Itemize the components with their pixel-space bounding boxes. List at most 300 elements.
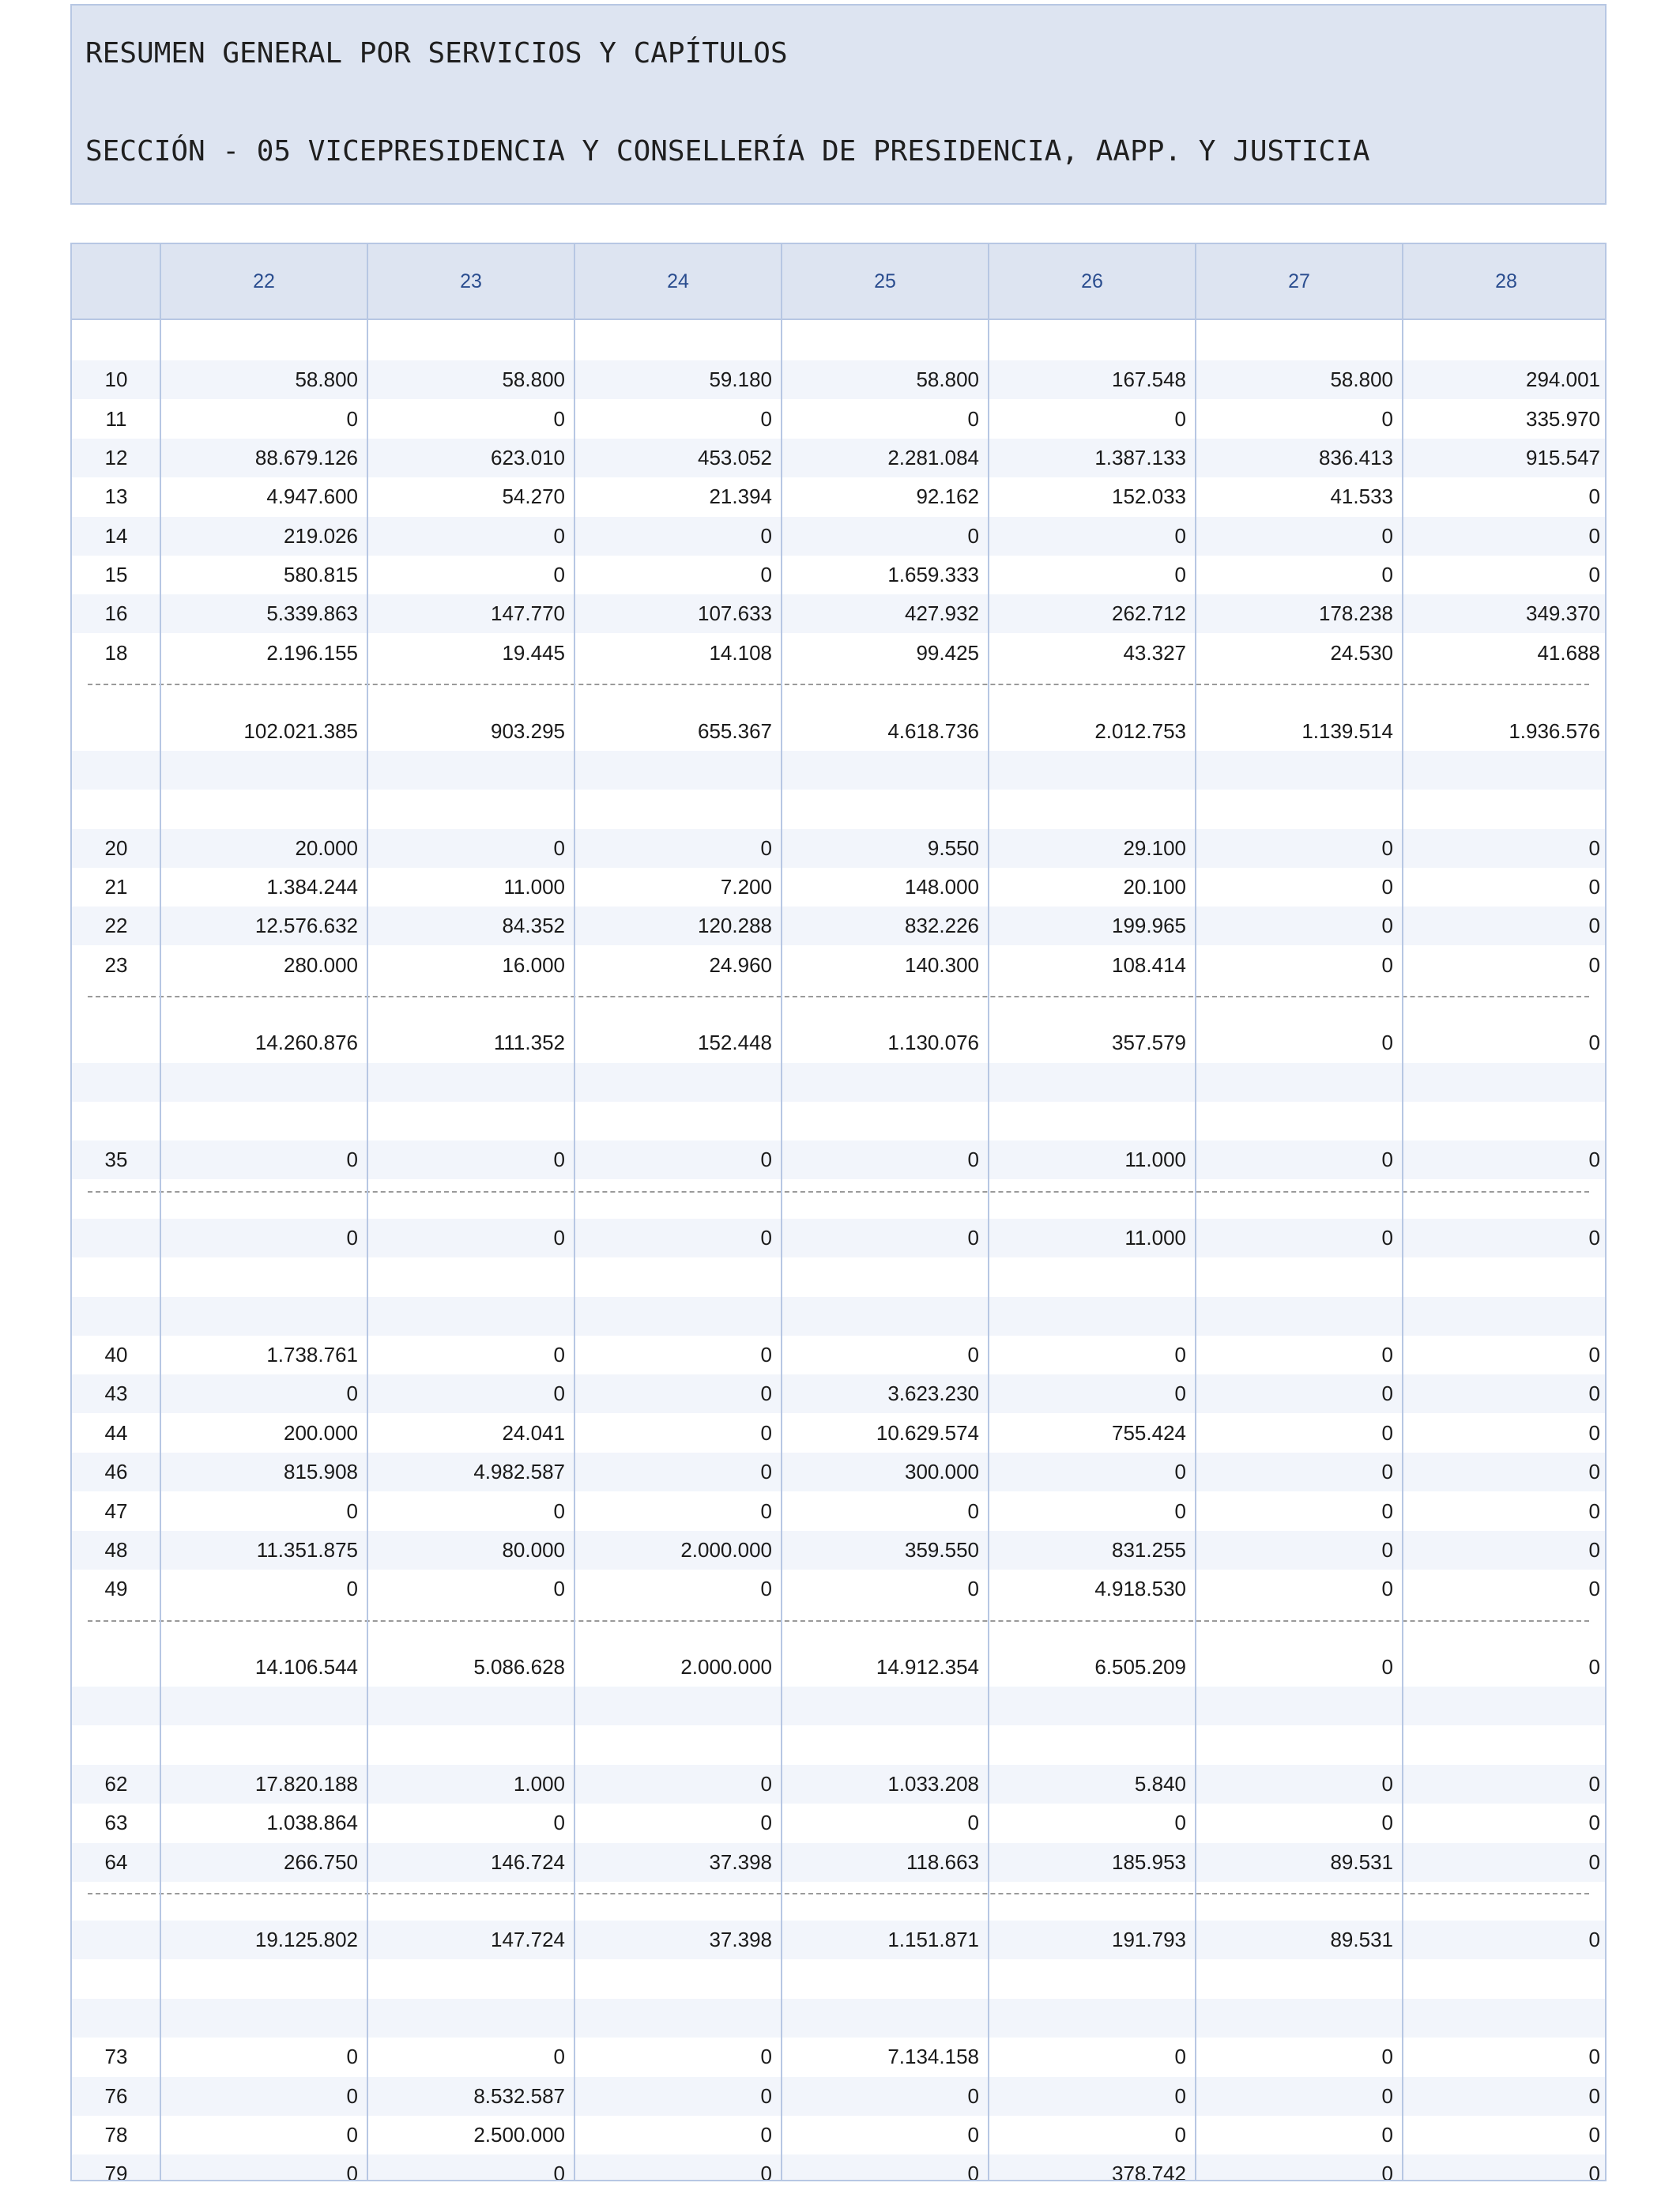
- cell-value: 0: [760, 2045, 772, 2068]
- cell-value: 0: [1381, 2123, 1393, 2147]
- cell-value: 0: [760, 1577, 772, 1600]
- subtotal-value: 0: [1588, 1226, 1600, 1250]
- row-code: 16: [104, 601, 128, 625]
- cell-value: 0: [346, 1577, 358, 1600]
- column-header: 22: [253, 270, 275, 292]
- subtotal-separator: [88, 1893, 1589, 1894]
- cell-value: 0: [1588, 1421, 1600, 1445]
- column-divider: [160, 244, 161, 2180]
- cell-value: 0: [1381, 563, 1393, 586]
- row-code: 48: [104, 1538, 128, 1562]
- cell-value: 0: [1381, 407, 1393, 431]
- cell-value: 0: [1588, 953, 1600, 977]
- cell-value: 0: [1381, 1811, 1393, 1834]
- cell-value: 219.026: [284, 524, 358, 548]
- cell-value: 2.281.084: [887, 446, 979, 469]
- cell-value: 0: [1381, 1343, 1393, 1367]
- subtotal-value: 102.021.385: [243, 719, 358, 743]
- cell-value: 0: [1381, 836, 1393, 860]
- column-header: 24: [667, 270, 689, 292]
- cell-value: 7.134.158: [887, 2045, 979, 2068]
- cell-value: 1.038.864: [266, 1811, 358, 1834]
- row-code: [72, 1023, 160, 1062]
- column-header: 27: [1288, 270, 1310, 292]
- column-divider: [574, 244, 575, 2180]
- table-row: [72, 594, 1605, 633]
- section-title: SECCIÓN - 05 VICEPRESIDENCIA Y CONSELLERÍA DE PRESIDENCIA, AAPP. Y JUSTICIA: [85, 135, 1370, 168]
- cell-value: 185.953: [1112, 1850, 1186, 1874]
- row-code: 63: [104, 1811, 128, 1834]
- subtotal-value: 37.398: [709, 1928, 772, 1951]
- row-code: 73: [104, 2045, 128, 2068]
- subtotal-value: 14.912.354: [876, 1655, 979, 1679]
- cell-value: 0: [1381, 875, 1393, 899]
- cell-value: 108.414: [1112, 953, 1186, 977]
- cell-value: 0: [967, 1343, 979, 1367]
- subtotal-value: 2.012.753: [1094, 719, 1186, 743]
- cell-value: 0: [553, 1343, 565, 1367]
- table-row: [72, 360, 1605, 399]
- cell-value: 21.394: [709, 484, 772, 508]
- cell-value: 0: [553, 524, 565, 548]
- subtotal-separator: [88, 684, 1589, 685]
- column-divider: [1402, 244, 1403, 2180]
- row-code: 64: [104, 1850, 128, 1874]
- row-code: 62: [104, 1772, 128, 1796]
- row-code: 43: [104, 1382, 128, 1405]
- cell-value: 0: [1588, 1382, 1600, 1405]
- spacer-row: [72, 1726, 1605, 1765]
- row-code: [72, 1648, 160, 1687]
- cell-value: 1.000: [513, 1772, 565, 1796]
- cell-value: 0: [967, 1811, 979, 1834]
- row-code: 12: [104, 446, 128, 469]
- subtotal-value: 6.505.209: [1094, 1655, 1186, 1679]
- row-code: [72, 712, 160, 751]
- column-divider: [367, 244, 368, 2180]
- cell-value: 10.629.574: [876, 1421, 979, 1445]
- cell-value: 2.000.000: [680, 1538, 772, 1562]
- cell-value: 0: [967, 2084, 979, 2108]
- cell-value: 0: [553, 1577, 565, 1600]
- cell-value: 88.679.126: [254, 446, 358, 469]
- cell-value: 0: [1381, 2045, 1393, 2068]
- cell-value: 0: [1381, 1382, 1393, 1405]
- cell-value: 2.196.155: [266, 641, 358, 665]
- subtotal-value: 0: [553, 1226, 565, 1250]
- cell-value: 4.947.600: [266, 484, 358, 508]
- cell-value: 378.742: [1112, 2162, 1186, 2181]
- table-row: [72, 907, 1605, 945]
- cell-value: 41.533: [1330, 484, 1393, 508]
- spacer-row: [72, 1297, 1605, 1336]
- row-code: 15: [104, 563, 128, 586]
- cell-value: 300.000: [905, 1460, 979, 1483]
- cell-value: 0: [346, 2045, 358, 2068]
- cell-value: 11.000: [1124, 1148, 1186, 1171]
- cell-value: 0: [760, 1772, 772, 1796]
- cell-value: 0: [967, 1148, 979, 1171]
- cell-value: 0: [967, 2162, 979, 2181]
- cell-value: 0: [760, 1499, 772, 1523]
- cell-value: 0: [1588, 875, 1600, 899]
- spacer-row: [72, 1063, 1605, 1102]
- cell-value: 0: [553, 407, 565, 431]
- cell-value: 152.033: [1112, 484, 1186, 508]
- row-code: 22: [104, 914, 128, 937]
- cell-value: 0: [553, 563, 565, 586]
- cell-value: 623.010: [491, 446, 565, 469]
- column-divider: [1195, 244, 1196, 2180]
- subtotal-row: [72, 1219, 1605, 1257]
- cell-value: 0: [760, 1148, 772, 1171]
- cell-value: 0: [553, 836, 565, 860]
- subtotal-value: 4.618.736: [887, 719, 979, 743]
- cell-value: 99.425: [916, 641, 979, 665]
- cell-value: 1.738.761: [266, 1343, 358, 1367]
- cell-value: 4.918.530: [1094, 1577, 1186, 1600]
- cell-value: 1.387.133: [1094, 446, 1186, 469]
- cell-value: 0: [346, 407, 358, 431]
- cell-value: 0: [1174, 1811, 1186, 1834]
- cell-value: 0: [1174, 1382, 1186, 1405]
- row-code: [72, 1219, 160, 1257]
- table-row: [72, 556, 1605, 594]
- spacer-row: [72, 751, 1605, 790]
- cell-value: 89.531: [1330, 1850, 1393, 1874]
- row-code: 79: [104, 2162, 128, 2181]
- subtotal-value: 5.086.628: [473, 1655, 565, 1679]
- cell-value: 199.965: [1112, 914, 1186, 937]
- column-divider: [781, 244, 782, 2180]
- cell-value: 0: [967, 1499, 979, 1523]
- cell-value: 58.800: [295, 368, 358, 391]
- cell-value: 0: [346, 2162, 358, 2181]
- cell-value: 0: [1381, 1460, 1393, 1483]
- cell-value: 92.162: [916, 484, 979, 508]
- cell-value: 37.398: [709, 1850, 772, 1874]
- subtotal-value: 11.000: [1124, 1226, 1186, 1250]
- cell-value: 0: [1174, 407, 1186, 431]
- row-code: 76: [104, 2084, 128, 2108]
- column-header: [72, 244, 160, 319]
- report-header: [70, 4, 1607, 205]
- cell-value: 0: [760, 1811, 772, 1834]
- cell-value: 0: [967, 2123, 979, 2147]
- cell-value: 0: [760, 836, 772, 860]
- cell-value: 20.000: [295, 836, 358, 860]
- subtotal-value: 147.724: [491, 1928, 565, 1951]
- cell-value: 1.384.244: [266, 875, 358, 899]
- cell-value: 59.180: [709, 368, 772, 391]
- cell-value: 266.750: [284, 1850, 358, 1874]
- cell-value: 118.663: [906, 1850, 979, 1874]
- cell-value: 0: [1381, 1577, 1393, 1600]
- cell-value: 0: [1588, 2162, 1600, 2181]
- spacer-row: [72, 790, 1605, 828]
- table-row: [72, 1140, 1605, 1179]
- column-header: 28: [1495, 270, 1517, 292]
- cell-value: 0: [1588, 1499, 1600, 1523]
- cell-value: 3.623.230: [887, 1382, 979, 1405]
- cell-value: 0: [1588, 2123, 1600, 2147]
- cell-value: 453.052: [698, 446, 772, 469]
- cell-value: 815.908: [284, 1460, 358, 1483]
- cell-value: 0: [1381, 524, 1393, 548]
- cell-value: 0: [346, 2084, 358, 2108]
- cell-value: 0: [967, 524, 979, 548]
- cell-value: 0: [1588, 524, 1600, 548]
- table-row: [72, 1531, 1605, 1570]
- table-row: [72, 1453, 1605, 1491]
- cell-value: 11.000: [503, 875, 565, 899]
- cell-value: 0: [1588, 1343, 1600, 1367]
- cell-value: 41.688: [1537, 641, 1600, 665]
- subtotal-value: 1.936.576: [1509, 719, 1600, 743]
- cell-value: 5.339.863: [266, 601, 358, 625]
- cell-value: 12.576.632: [254, 914, 358, 937]
- cell-value: 0: [760, 2162, 772, 2181]
- cell-value: 0: [1174, 524, 1186, 548]
- subtotal-value: 0: [346, 1226, 358, 1250]
- cell-value: 0: [1588, 836, 1600, 860]
- cell-value: 0: [1381, 1421, 1393, 1445]
- subtotal-separator: [88, 996, 1589, 997]
- table-row: [72, 829, 1605, 868]
- table-row: [72, 1414, 1605, 1453]
- cell-value: 29.100: [1123, 836, 1186, 860]
- table-row: [72, 1570, 1605, 1608]
- report-title: RESUMEN GENERAL POR SERVICIOS Y CAPÍTULOS: [85, 37, 788, 70]
- table-row: [72, 2038, 1605, 2076]
- cell-value: 0: [1381, 1772, 1393, 1796]
- subtotal-value: 0: [1381, 1031, 1393, 1054]
- cell-value: 43.327: [1123, 641, 1186, 665]
- cell-value: 0: [760, 2084, 772, 2108]
- cell-value: 0: [760, 524, 772, 548]
- table-row: [72, 2154, 1605, 2181]
- table-row: [72, 439, 1605, 477]
- cell-value: 0: [760, 1382, 772, 1405]
- cell-value: 831.255: [1112, 1538, 1186, 1562]
- cell-value: 836.413: [1319, 446, 1393, 469]
- cell-value: 0: [1588, 1850, 1600, 1874]
- subtotal-value: 903.295: [491, 719, 565, 743]
- subtotal-value: 0: [967, 1226, 979, 1250]
- subtotal-value: 14.106.544: [254, 1655, 358, 1679]
- cell-value: 8.532.587: [473, 2084, 565, 2108]
- table-row: [72, 1492, 1605, 1531]
- cell-value: 5.840: [1134, 1772, 1186, 1796]
- cell-value: 359.550: [905, 1538, 979, 1562]
- subtotal-row: [72, 1921, 1605, 1959]
- cell-value: 0: [553, 1382, 565, 1405]
- subtotal-value: 0: [760, 1226, 772, 1250]
- subtotal-value: 0: [1381, 1226, 1393, 1250]
- cell-value: 0: [1588, 1538, 1600, 1562]
- subtotal-separator: [88, 1191, 1589, 1193]
- subtotal-value: 19.125.802: [254, 1928, 358, 1951]
- column-header: 23: [460, 270, 482, 292]
- cell-value: 0: [760, 2123, 772, 2147]
- cell-value: 0: [1174, 1460, 1186, 1483]
- cell-value: 0: [1588, 1577, 1600, 1600]
- subtotal-value: 1.130.076: [887, 1031, 979, 1054]
- cell-value: 58.800: [1330, 368, 1393, 391]
- cell-value: 0: [346, 2123, 358, 2147]
- cell-value: 832.226: [905, 914, 979, 937]
- subtotal-row: [72, 1023, 1605, 1062]
- cell-value: 0: [1381, 2162, 1393, 2181]
- cell-value: 0: [1588, 2045, 1600, 2068]
- cell-value: 54.270: [502, 484, 565, 508]
- cell-value: 0: [1588, 1811, 1600, 1834]
- row-code: [72, 1921, 160, 1959]
- spacer-row: [72, 1960, 1605, 1999]
- cell-value: 0: [1381, 953, 1393, 977]
- cell-value: 0: [1174, 2084, 1186, 2108]
- row-code: 40: [104, 1343, 128, 1367]
- cell-value: 0: [1588, 484, 1600, 508]
- table-row: [72, 1843, 1605, 1882]
- subtotal-value: 1.151.871: [887, 1928, 979, 1951]
- cell-value: 280.000: [284, 953, 358, 977]
- cell-value: 0: [553, 2045, 565, 2068]
- cell-value: 0: [1588, 2084, 1600, 2108]
- cell-value: 0: [760, 1460, 772, 1483]
- subtotal-value: 14.260.876: [254, 1031, 358, 1054]
- cell-value: 0: [1588, 1148, 1600, 1171]
- table-row: [72, 946, 1605, 985]
- subtotal-value: 1.139.514: [1301, 719, 1393, 743]
- cell-value: 1.659.333: [887, 563, 979, 586]
- cell-value: 0: [1174, 2045, 1186, 2068]
- cell-value: 24.041: [502, 1421, 565, 1445]
- cell-value: 107.633: [698, 601, 772, 625]
- cell-value: 0: [760, 1421, 772, 1445]
- spacer-row: [72, 1257, 1605, 1296]
- cell-value: 0: [346, 1148, 358, 1171]
- cell-value: 84.352: [502, 914, 565, 937]
- column-header: 25: [874, 270, 896, 292]
- row-code: 10: [104, 368, 128, 391]
- row-code: 46: [104, 1460, 128, 1483]
- spacer-row: [72, 1687, 1605, 1725]
- row-code: 21: [104, 875, 128, 899]
- table-row: [72, 1336, 1605, 1374]
- cell-value: 7.200: [720, 875, 772, 899]
- subtotal-value: 111.352: [493, 1031, 565, 1054]
- cell-value: 0: [1174, 563, 1186, 586]
- cell-value: 0: [346, 1382, 358, 1405]
- cell-value: 0: [1381, 1538, 1393, 1562]
- table-row: [72, 1374, 1605, 1413]
- subtotal-value: 0: [1588, 1655, 1600, 1679]
- cell-value: 262.712: [1112, 601, 1186, 625]
- row-code: 11: [105, 407, 127, 431]
- cell-value: 16.000: [502, 953, 565, 977]
- cell-value: 335.970: [1526, 407, 1600, 431]
- subtotal-separator: [88, 1620, 1589, 1622]
- row-code: 44: [104, 1421, 128, 1445]
- table-row: [72, 2077, 1605, 2116]
- cell-value: 0: [967, 407, 979, 431]
- cell-value: 427.932: [905, 601, 979, 625]
- row-code: 49: [104, 1577, 128, 1600]
- cell-value: 294.001: [1526, 368, 1600, 391]
- subtotal-row: [72, 712, 1605, 751]
- cell-value: 0: [1174, 1343, 1186, 1367]
- table-row: [72, 634, 1605, 673]
- cell-value: 0: [1381, 914, 1393, 937]
- cell-value: 755.424: [1112, 1421, 1186, 1445]
- cell-value: 0: [553, 1811, 565, 1834]
- row-code: 14: [104, 524, 128, 548]
- table-row: [72, 400, 1605, 439]
- subtotal-value: 191.793: [1112, 1928, 1186, 1951]
- table-row: [72, 517, 1605, 556]
- column-header: 26: [1081, 270, 1103, 292]
- cell-value: 349.370: [1526, 601, 1600, 625]
- cell-value: 58.800: [502, 368, 565, 391]
- row-code: 35: [104, 1148, 128, 1171]
- table-header-row: [72, 244, 1605, 320]
- cell-value: 140.300: [905, 953, 979, 977]
- subtotal-value: 2.000.000: [680, 1655, 772, 1679]
- cell-value: 915.547: [1526, 446, 1600, 469]
- spacer-row: [72, 1999, 1605, 2038]
- cell-value: 0: [1174, 2123, 1186, 2147]
- cell-value: 24.960: [709, 953, 772, 977]
- cell-value: 0: [1174, 1499, 1186, 1523]
- row-code: 78: [104, 2123, 128, 2147]
- cell-value: 19.445: [502, 641, 565, 665]
- subtotal-value: 655.367: [698, 719, 772, 743]
- cell-value: 0: [1588, 1772, 1600, 1796]
- cell-value: 14.108: [709, 641, 772, 665]
- table-row: [72, 2116, 1605, 2154]
- table-row: [72, 868, 1605, 907]
- cell-value: 80.000: [502, 1538, 565, 1562]
- cell-value: 0: [760, 1343, 772, 1367]
- subtotal-value: 0: [1588, 1928, 1600, 1951]
- cell-value: 0: [553, 2162, 565, 2181]
- table-row: [72, 1804, 1605, 1842]
- cell-value: 4.982.587: [473, 1460, 565, 1483]
- subtotal-value: 0: [1588, 1031, 1600, 1054]
- cell-value: 0: [1381, 1148, 1393, 1171]
- table-row: [72, 477, 1605, 516]
- subtotal-value: 357.579: [1112, 1031, 1186, 1054]
- subtotal-value: 152.448: [698, 1031, 772, 1054]
- cell-value: 200.000: [284, 1421, 358, 1445]
- budget-table: [70, 243, 1607, 2181]
- row-code: 23: [104, 953, 128, 977]
- subtotal-value: 89.531: [1330, 1928, 1393, 1951]
- column-divider: [988, 244, 989, 2180]
- cell-value: 0: [1588, 914, 1600, 937]
- cell-value: 0: [1381, 1499, 1393, 1523]
- cell-value: 0: [1588, 1460, 1600, 1483]
- cell-value: 148.000: [905, 875, 979, 899]
- cell-value: 2.500.000: [473, 2123, 565, 2147]
- spacer-row: [72, 322, 1605, 360]
- cell-value: 0: [967, 1577, 979, 1600]
- cell-value: 24.530: [1330, 641, 1393, 665]
- cell-value: 17.820.188: [254, 1772, 358, 1796]
- spacer-row: [72, 1102, 1605, 1140]
- cell-value: 0: [760, 563, 772, 586]
